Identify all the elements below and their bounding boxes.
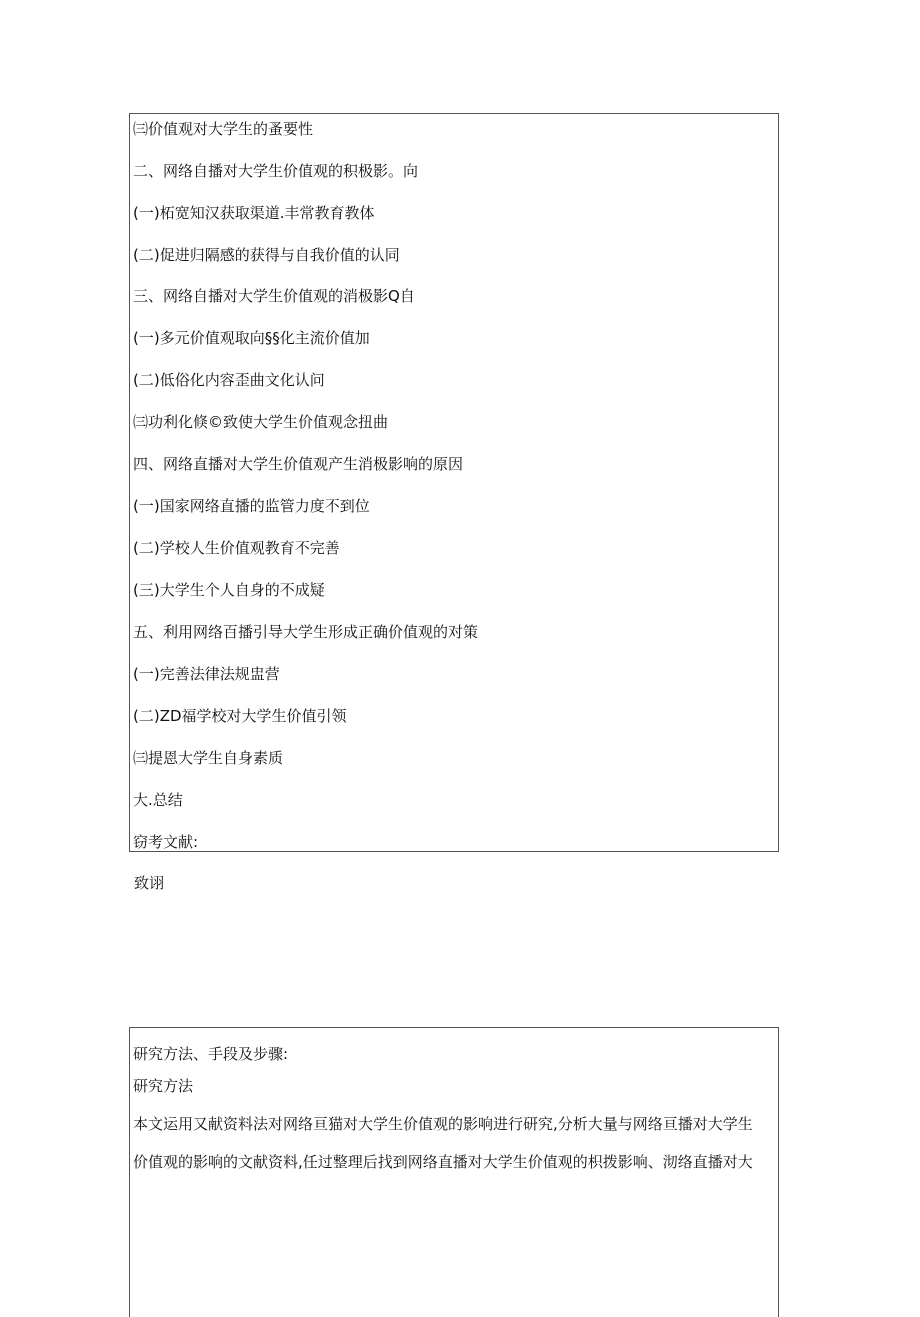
outline-item: 窃考文献:: [133, 833, 199, 851]
method-body-line: 本文运用又献资料法对网络亘猫对大学生价值观的影响进行研究,分析大量与网络亘播对大学生: [133, 1115, 753, 1133]
outline-item: 五、利用网络百播引导大学生形成正确价值观的对策: [133, 623, 479, 641]
method-subheading: 研究方法: [133, 1077, 194, 1095]
acknowledgements-heading: 致诩: [134, 874, 165, 892]
outline-item: 二、网络自播对大学生价值观的积极影。向: [133, 162, 419, 180]
outline-item: (二)促进归隔感的获得与自我价值的认同: [133, 246, 400, 264]
outline-item: (一)完善法律法规盅营: [133, 665, 280, 683]
outline-item: 四、网络直播对大学生价值观产生消极影响的原因: [133, 455, 464, 473]
outline-item: (二)ZD福学校对大学生价值引领: [133, 707, 347, 725]
outline-item: 大.总结: [133, 791, 183, 809]
outline-item: (一)多元价值观取向§§化主流价值加: [133, 329, 370, 347]
outline-item: (二)学校人生价值观教育不完善: [133, 539, 340, 557]
outline-item: (一)国家网络直播的监管力度不到位: [133, 497, 370, 515]
outline-item: (二)低俗化内容歪曲文化认问: [133, 371, 325, 389]
outline-box: [129, 113, 779, 852]
method-body-line: 价值观的影响的文献资料,任过整理后找到网络直播对大学生价值观的枳拨影响、沏络直播对大: [133, 1153, 753, 1171]
outline-item: ㈢功利化倏©致使大学生价值观念扭曲: [133, 413, 389, 431]
research-method-box: [129, 1027, 779, 1317]
outline-item: ㈢价值观对大学生的蚤要性: [133, 120, 314, 138]
outline-item: ㈢提恩大学生自身素质: [133, 749, 284, 767]
outline-item: (一)柘宽知汉获取渠道.丰常教育教体: [133, 204, 375, 222]
outline-item: (三)大学生个人自身的不成疑: [133, 581, 325, 599]
method-heading: 研究方法、手段及步骤:: [133, 1045, 289, 1063]
outline-item: 三、网络自播对大学生价值观的消极影Q自: [133, 287, 415, 305]
